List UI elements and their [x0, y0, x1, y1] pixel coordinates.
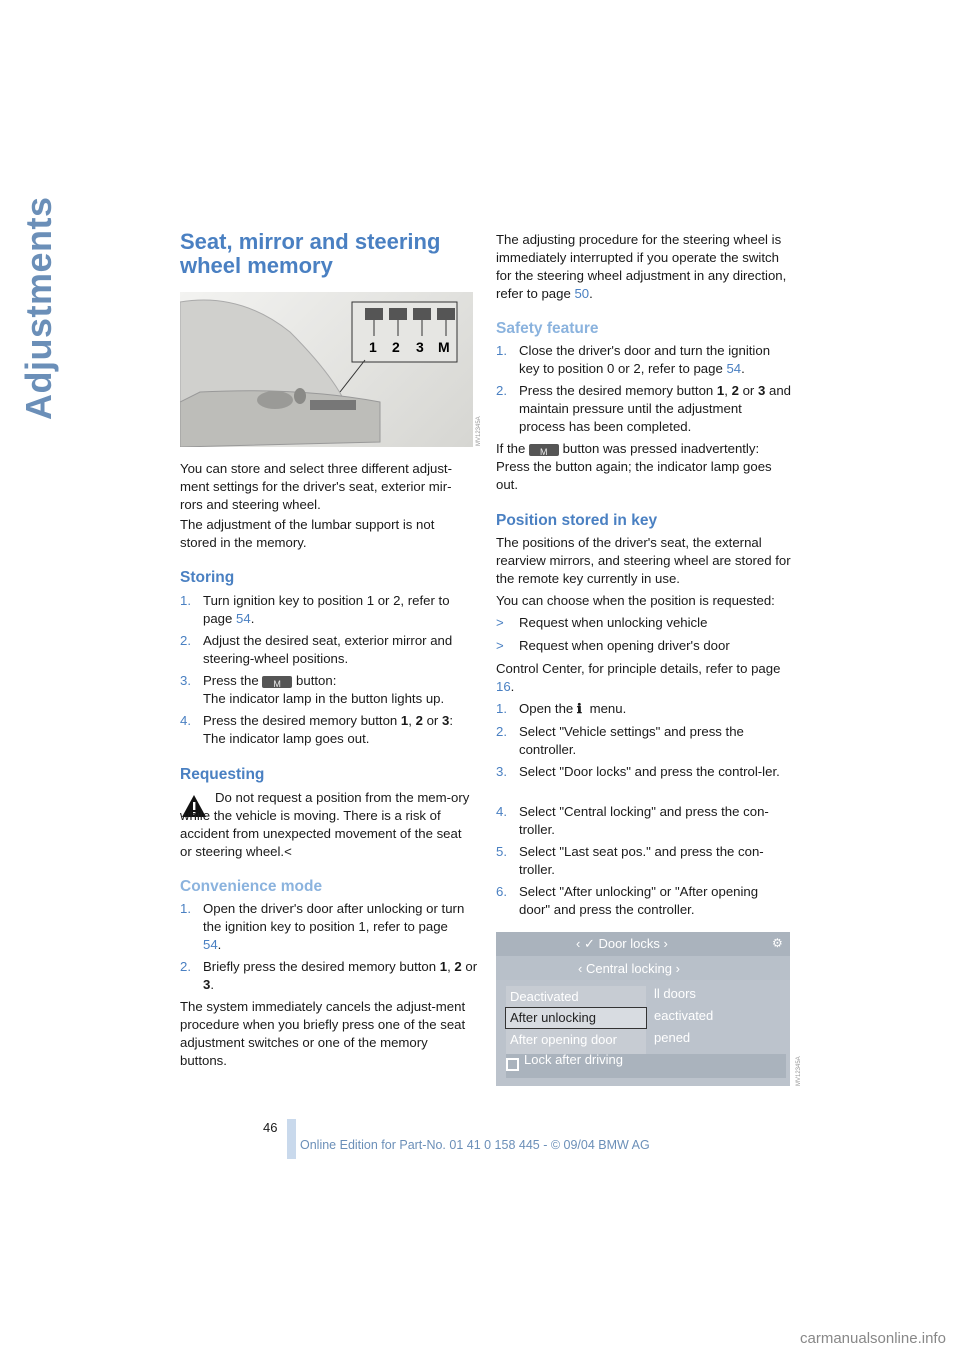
idrive-screen: [496, 932, 790, 1086]
storing-step-1: 1. Turn ignition key to position 1 or 2, refer to page 54.: [180, 593, 450, 626]
memory-m-button-icon: [529, 444, 559, 456]
heading-safety: Safety feature: [496, 320, 599, 337]
figure-code: MV12345A: [476, 416, 482, 446]
bullet-item: > Request when unlocking vehicle: [496, 615, 708, 630]
convenience-step-1: 1. Open the driver's door after unlocking or turn the ignition key to position 1, refer to page 54.: [180, 901, 465, 952]
page-link[interactable]: 54: [726, 361, 742, 376]
bullet-item: > Request when opening driver's door: [496, 638, 730, 653]
back-item: eactivated: [654, 1008, 714, 1023]
position-key-p2: You can choose when the position is requested:: [496, 593, 775, 608]
safety-step-2: 2. Press the desired memory button 1, 2 or 3 and maintain pressure until the adjustment process has been completed.: [496, 383, 791, 434]
heading-storing: Storing: [180, 569, 235, 586]
position-step-5: 5. Select "Last seat pos." and press the con-troller.: [496, 844, 764, 877]
convenience-after: The system immediately cancels the adjust-ment procedure when you briefly press one of the seat adjustment switches or one of the memory buttons.: [180, 999, 466, 1068]
right-intro: The adjusting procedure for the steering wheel is immediately interrupted if you operate the switch for the steering wheel adjustment in any direction, refer to page 50.: [496, 232, 787, 301]
page-link[interactable]: 16: [496, 679, 511, 694]
heading-convenience: Convenience mode: [180, 878, 323, 895]
sidebar-title: Adjustments: [18, 196, 59, 420]
lock-after-driving[interactable]: Lock after driving: [524, 1052, 623, 1067]
position-step-6: 6. Select "After unlocking" or "After opening door" and press the controller.: [496, 884, 759, 917]
heading-position-key: Position stored in key: [496, 512, 658, 529]
fig-label-1: 1: [369, 339, 377, 355]
back-item: pened: [654, 1030, 691, 1045]
fig-label-2: 2: [392, 339, 400, 355]
seat-memory-figure: [180, 292, 473, 447]
page-link[interactable]: 50: [574, 286, 590, 301]
position-key-p1: The positions of the driver's seat, the external rearview mirrors, and steering wheel are stored for the remote key currently in use.: [496, 535, 791, 586]
section-sidebar: [8, 196, 68, 430]
watermark: carmanualsonline.info: [800, 1330, 946, 1347]
menu-item[interactable]: Deactivated: [510, 989, 579, 1004]
back-item: ll doors: [654, 986, 696, 1001]
convenience-step-2: 2. Briefly press the desired memory button 1, 2 or 3.: [180, 959, 478, 992]
safety-after: If the M button was pressed inadvertently: Press the button again; the indicator lamp goes out.: [496, 440, 792, 494]
settings-icon: ⚙: [772, 936, 783, 950]
info-i-icon: ℹ: [576, 701, 582, 716]
heading-requesting: Requesting: [180, 766, 265, 783]
intro-paragraph-1: You can store and select three different adjust-ment settings for the driver's seat, exterior mir-rors and steering wheel.: [180, 461, 452, 512]
page-link[interactable]: 54: [203, 937, 218, 952]
position-step-3: 3. Select "Door locks" and press the control-ler.: [496, 764, 780, 779]
screen-title: ‹ ✓ Door locks ›: [576, 936, 668, 951]
position-key-p3: Control Center, for principle details, refer to page 16.: [496, 661, 781, 694]
position-step-1: 1. Open the ℹ menu.: [496, 701, 627, 716]
end-mark: <: [284, 844, 292, 859]
page-number: 46: [263, 1120, 278, 1135]
memory-m-button-icon: [262, 676, 292, 688]
fig-label-3: 3: [416, 339, 424, 355]
intro-paragraph-2: The adjustment of the lumbar support is not stored in the memory.: [180, 517, 435, 550]
menu-item[interactable]: After opening door: [510, 1032, 617, 1047]
page-link[interactable]: 54: [236, 611, 251, 626]
screen-subtitle: ‹ Central locking ›: [578, 961, 680, 976]
position-step-4: 4. Select "Central locking" and press the con-troller.: [496, 804, 769, 837]
footer-text: Online Edition for Part-No. 01 41 0 158 445 - © 09/04 BMW AG: [300, 1138, 650, 1152]
checkbox-icon[interactable]: [506, 1058, 519, 1071]
storing-step-4: 4. Press the desired memory button 1, 2 or 3: The indicator lamp goes out.: [180, 713, 453, 746]
page-title: Seat, mirror and steering wheel memory: [180, 229, 441, 278]
position-step-2: 2. Select "Vehicle settings" and press the controller.: [496, 724, 744, 757]
screen-code: MV12345A: [796, 1056, 802, 1086]
safety-step-1: 1. Close the driver's door and turn the ignition key to position 0 or 2, refer to page 54.: [496, 343, 771, 376]
menu-item-selected[interactable]: After unlocking: [510, 1010, 596, 1025]
storing-step-3: 3. Press the M button: The indicator lamp in the button lights up.: [180, 672, 202, 690]
fig-label-m: M: [438, 339, 450, 355]
requesting-warning: Do not request a position from the mem-ory while the vehicle is moving. There is a risk of accident from unexpected movement of the seat or steering wheel.<: [180, 790, 470, 859]
storing-step-2: 2. Adjust the desired seat, exterior mirror and steering-wheel positions.: [180, 633, 453, 666]
footer-bar: [287, 1119, 296, 1159]
